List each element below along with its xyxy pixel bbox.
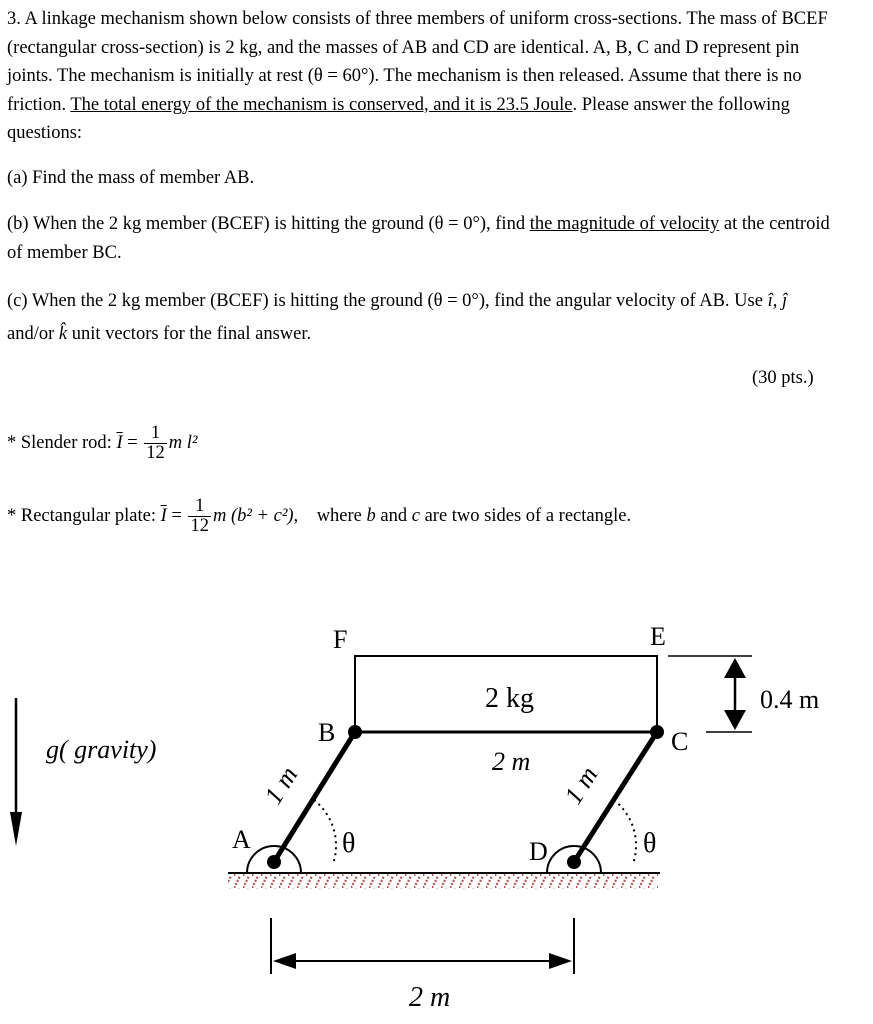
gravity-arrow	[10, 698, 22, 846]
inertia-symbol: $\overline{I}$	[116, 432, 123, 453]
mass-label: 2 kg	[485, 683, 534, 714]
problem-text-tail: . Please answer the following questions:	[7, 94, 790, 143]
label-d: D	[529, 837, 548, 866]
and-or-text: and/or	[7, 324, 55, 344]
question-c-text: (c) When the 2 kg member (BCEF) is hitting the ground (θ = 0°), find the angular velocity of AB. Use	[7, 291, 763, 311]
angle-arc-right	[614, 800, 636, 864]
plate-inertia-rhs: m (b² + c²),	[212, 505, 299, 526]
length-arrow-right	[549, 953, 572, 969]
ground-length-label: 2 m	[409, 982, 451, 1013]
label-b: B	[318, 718, 336, 747]
points-label: (30 pts.)	[752, 368, 814, 388]
fraction-numerator: 1	[188, 497, 211, 517]
unit-vector-j: ĵ	[781, 291, 788, 311]
plate-note-and: and	[380, 505, 408, 526]
velocity-magnitude-text: the magnitude of velocity	[529, 214, 720, 234]
plate-side-b: b	[366, 505, 376, 526]
ab-length-label: 1 m	[258, 761, 304, 810]
ground-hatching	[228, 873, 658, 889]
cd-length-label: 1 m	[558, 761, 604, 810]
problem-text: 3. A linkage mechanism shown below consists of three members of uniform cross-sections. The mass of BCEF (rectangular cross-section) is 2 kg, and the masses of AB and CD are identical. A, B, C and D represent pin joints. The mechanism is initially at rest (θ = 60°). The mechanism is then released. Assume that there is no friction.	[7, 9, 828, 115]
unit-vector-i: î	[767, 291, 773, 311]
fraction-numerator: 1	[144, 424, 167, 444]
gravity-label: g( gravity)	[46, 735, 157, 764]
bc-length-label: 2 m	[492, 747, 531, 776]
theta-left-label: θ	[342, 828, 356, 859]
energy-conservation-text: The total energy of the mechanism is conserved, and it is 23.5 Joule	[70, 94, 573, 115]
pin-a	[267, 855, 281, 869]
label-c: C	[671, 727, 689, 756]
question-a-text: (a) Find the mass of member AB.	[7, 168, 255, 188]
pin-d	[567, 855, 581, 869]
question-c-text-2: unit vectors for the final answer.	[71, 324, 312, 344]
height-label: 0.4 m	[760, 685, 820, 714]
rod-inertia-rhs: m l²	[168, 432, 198, 453]
equals-sign: =	[127, 432, 138, 453]
label-e: E	[650, 622, 666, 651]
length-arrow-left	[273, 953, 296, 969]
question-b-text-2: at the centroid of member BC.	[7, 214, 830, 263]
theta-right-label: θ	[643, 828, 657, 859]
label-f: F	[333, 625, 348, 654]
plate-note: where	[316, 505, 362, 526]
pin-c	[650, 725, 664, 739]
plate-label: * Rectangular plate:	[7, 505, 156, 526]
angle-arc-left	[314, 800, 336, 864]
question-c: (c) When the 2 kg member (BCEF) is hitting the ground (θ = 0°), find the angular velocity of AB. Use î, ĵ and/or k̂ unit vectors for the final answer.	[7, 291, 788, 344]
equals-sign: =	[171, 505, 182, 526]
inertia-symbol: $\overline{I}$	[160, 505, 167, 526]
height-arrow-up	[724, 658, 746, 678]
label-a: A	[232, 825, 251, 854]
pin-b	[348, 725, 362, 739]
fraction-denominator: 12	[146, 443, 165, 463]
slender-rod-label: * Slender rod:	[7, 432, 112, 453]
question-b-text: (b) When the 2 kg member (BCEF) is hitting the ground (θ = 0°), find	[7, 214, 526, 234]
plate-note-2: are two sides of a rectangle.	[424, 505, 632, 526]
height-arrow-down	[724, 710, 746, 730]
fraction-denominator: 12	[190, 516, 209, 536]
plate-side-c: c	[411, 505, 420, 526]
unit-vector-k: k̂	[58, 324, 68, 344]
